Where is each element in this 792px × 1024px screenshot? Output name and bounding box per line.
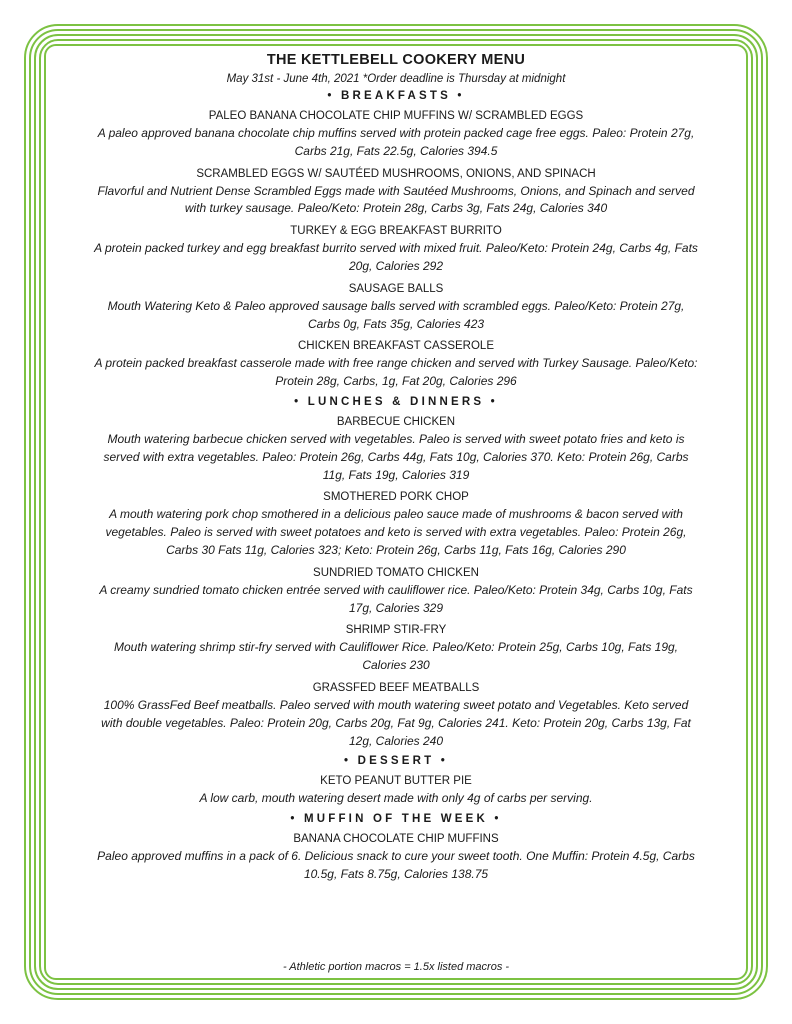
section-heading: • DESSERT • [344,755,448,768]
section-heading: • MUFFIN OF THE WEEK • [290,813,502,826]
menu-item [92,489,700,559]
section-dessert [92,755,700,808]
menu-item [92,680,700,750]
item-name: SHRIMP STIR-FRY [345,624,447,637]
item-name: SMOTHERED PORK CHOP [323,491,469,504]
item-description: Mouth Watering Keto & Paleo approved sausage balls served with scrambled eggs. Paleo/Keto: Protein 27g, Carbs 0g, Fats 35g, Calories 423 [107,298,685,331]
menu-subtitle: May 31st - June 4th, 2021 *Order deadline is Thursday at midnight [226,73,566,85]
item-name: SCRAMBLED EGGS W/ SAUTÉED MUSHROOMS, ONIONS, AND SPINACH [196,167,596,180]
item-description: A protein packed turkey and egg breakfast burrito served with mixed fruit. Paleo/Keto: Protein 24g, Carbs 4g, Fats 20g, Calories 292 [94,241,698,273]
menu-item [92,773,700,808]
menu-item [92,622,700,675]
menu-item [92,831,700,884]
item-name: CHICKEN BREAKFAST CASSEROLE [298,340,494,353]
menu-item [92,108,700,161]
item-name: BANANA CHOCOLATE CHIP MUFFINS [293,833,499,846]
item-description: A mouth watering pork chop smothered in a delicious paleo sauce made of mushrooms & bacon served with vegetables. Paleo is served with sweet potatoes and keto is served with extra vegetables. Paleo: Protein 26g, Carbs 30 Fats 11g, Calories 323; Keto: Protein 26g, Carbs 11g, Fats 16g, Calories 290 [105,507,687,557]
item-description: A creamy sundried tomato chicken entrée served with cauliflower rice. Paleo/Keto: Protein 34g, Carbs 10g, Fats 17g, Calories 329 [99,582,693,615]
menu-title: THE KETTLEBELL COOKERY MENU [266,52,526,68]
item-description: Paleo approved muffins in a pack of 6. Delicious snack to cure your sweet tooth. One Muffin: Protein 4.5g, Carbs 10.5g, Fats 8.75g, Calories 138.75 [97,849,695,881]
menu-item [92,565,700,618]
item-name: BARBECUE CHICKEN [336,415,456,428]
item-name: SAUSAGE BALLS [348,282,444,295]
menu-item [92,223,700,276]
item-description: Flavorful and Nutrient Dense Scrambled Eggs made with Sautéed Mushrooms, Onions, and Spinach and served with turkey sausage. Paleo/Keto: Protein 28g, Carbs 3g, Fats 24g, Calories 340 [97,183,695,216]
item-name: TURKEY & EGG BREAKFAST BURRITO [290,225,502,238]
item-description: A protein packed breakfast casserole made with free range chicken and served with Turkey Sausage. Paleo/Keto: Protein 28g, Carbs, 1g, Fat 20g, Calories 296 [94,356,698,389]
footer-note: - Athletic portion macros = 1.5x listed macros - [282,961,510,973]
item-description: A low carb, mouth watering desert made with only 4g of carbs per serving. [199,791,593,806]
section-breakfasts [92,90,700,391]
item-description: A paleo approved banana chocolate chip muffins served with protein packed cage free eggs. Paleo: Protein 27g, Carbs 21g, Fats 22.5g, Calories 394.5 [97,126,695,158]
menu-item [92,414,700,484]
item-description: 100% GrassFed Beef meatballs. Paleo served with mouth watering sweet potato and Vegetables. Keto served with double vegetables. Paleo: Protein 20g, Carbs 20g, Fat 9g, Calories 241. Keto: Protein 20g, Carbs 13g, Fat 12g, Calories 240 [101,697,691,748]
item-name: KETO PEANUT BUTTER PIE [320,775,472,788]
section-muffin-of-the-week [92,813,700,884]
item-name: PALEO BANANA CHOCOLATE CHIP MUFFINS W/ SCRAMBLED EGGS [208,110,584,122]
menu-content [92,50,700,889]
section-lunches-dinners [92,396,700,750]
item-description: Mouth watering shrimp stir-fry served with Cauliflower Rice. Paleo/Keto: Protein 25g, Carbs 10g, Fats 19g, Calories 230 [113,640,679,673]
menu-item [92,338,700,391]
section-heading: • LUNCHES & DINNERS • [294,395,498,408]
item-name: SUNDRIED TOMATO CHICKEN [313,566,479,579]
menu-item [92,166,700,219]
menu-item [92,281,700,334]
section-heading: • BREAKFASTS • [327,90,465,102]
item-name: GRASSFED BEEF MEATBALLS [312,681,480,694]
item-description: Mouth watering barbecue chicken served with vegetables. Paleo is served with sweet potato fries and keto is served with extra vegetables. Paleo: Protein 26g, Carbs 44g, Fats 10g, Calories 370. Keto: Protein 26g, Carbs 11g, Fats 19g, Calories 319 [103,431,689,482]
